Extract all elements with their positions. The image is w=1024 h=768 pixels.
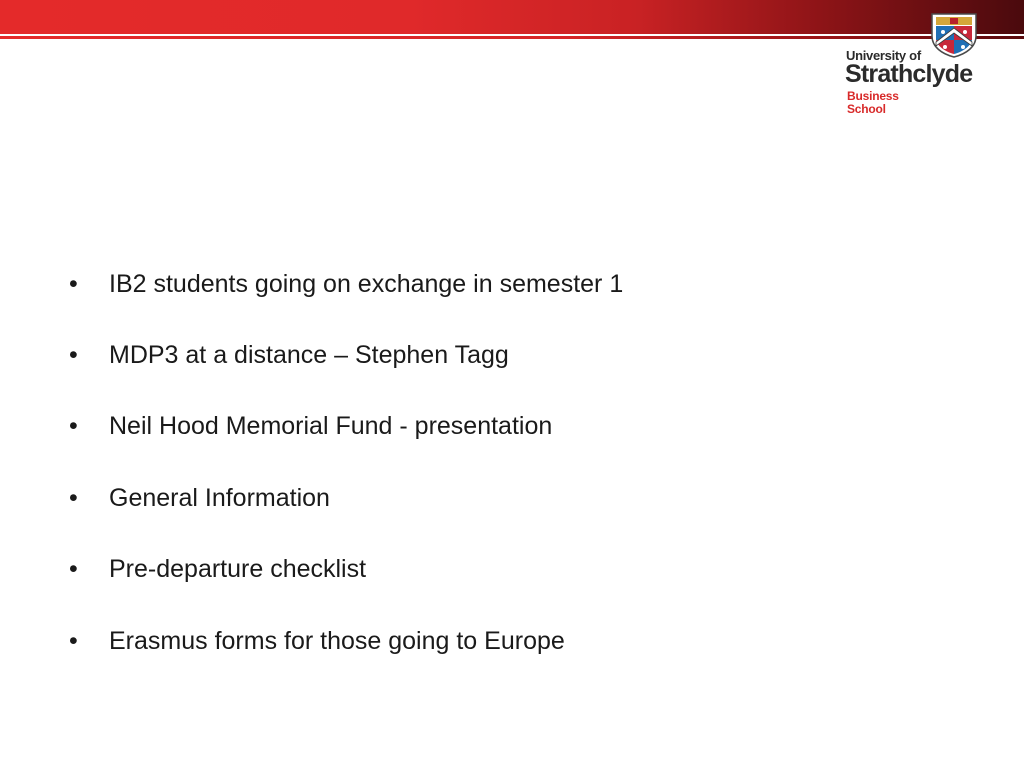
bullet-text: Erasmus forms for those going to Europe: [109, 627, 565, 655]
bullet-dot-icon: •: [69, 484, 78, 512]
logo-business: Business: [847, 89, 899, 103]
bullet-text: General Information: [109, 484, 330, 512]
list-item: [0, 621, 900, 661]
list-item: [0, 549, 900, 589]
bullet-dot-icon: •: [69, 270, 78, 298]
logo-business-school: [847, 90, 899, 116]
bullet-dot-icon: •: [69, 627, 78, 655]
bullet-text: IB2 students going on exchange in semester 1: [109, 270, 624, 298]
logo-strathclyde: Strathclyde: [845, 60, 973, 88]
list-item: [0, 406, 900, 446]
bullet-dot-icon: •: [69, 412, 78, 440]
bullet-dot-icon: •: [69, 341, 78, 369]
logo-university-of: University of: [846, 48, 921, 63]
bullet-text: Neil Hood Memorial Fund - presentation: [109, 412, 553, 440]
bullet-text: Pre-departure checklist: [109, 555, 367, 583]
bullet-dot-icon: •: [69, 555, 78, 583]
university-logo: [844, 10, 984, 120]
list-item: [0, 478, 900, 518]
list-item: [0, 335, 900, 375]
list-item: [0, 264, 900, 304]
university-crest-icon: [928, 12, 980, 58]
bullet-text: MDP3 at a distance – Stephen Tagg: [109, 341, 509, 369]
logo-school: School: [847, 102, 886, 116]
